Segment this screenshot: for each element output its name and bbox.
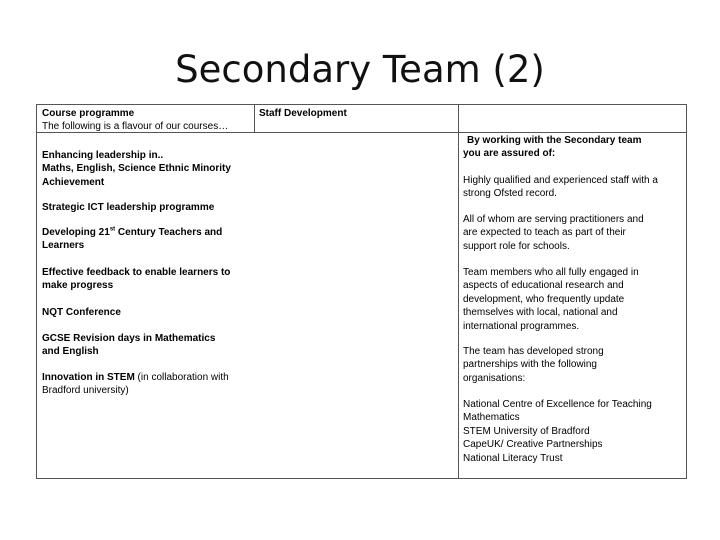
assurance-p2-line2: are expected to teach as part of their xyxy=(463,227,626,239)
course-feedback-line1: Effective feedback to enable learners to xyxy=(42,267,231,278)
course-stem-bold: Innovation in STEM xyxy=(42,372,135,383)
assurance-p3-line2: aspects of educational research and xyxy=(463,280,624,292)
course-gcse-revision xyxy=(42,332,254,359)
staff-development-heading: Staff Development xyxy=(259,108,347,119)
course-stem-line2: Bradford university) xyxy=(42,385,129,397)
partner-org-2: Mathematics xyxy=(463,412,520,424)
assurance-p1-line1: Highly qualified and experienced staff with a xyxy=(463,175,658,186)
course-programme-subheading: The following is a flavour of our courses… xyxy=(42,121,229,132)
assurance-intro-line1: By working with the Secondary team xyxy=(467,135,642,146)
partner-org-5: National Literacy Trust xyxy=(463,452,563,464)
course-enhancing-leadership xyxy=(42,149,254,189)
course-developing-sup: st xyxy=(109,226,116,233)
assurance-p3-line3: development, who frequently update xyxy=(463,293,625,305)
course-gcse-line1: GCSE Revision days in Mathematics xyxy=(42,333,216,344)
assurance-p3-line4: themselves with local, national and xyxy=(463,307,618,319)
course-innovation-stem xyxy=(42,371,254,398)
assurance-p2-line3: support role for schools. xyxy=(463,240,570,252)
course-programme-heading: Course programme xyxy=(42,108,135,119)
course-feedback-line2: make progress xyxy=(42,280,114,292)
partner-organisations-list xyxy=(463,398,687,465)
assurance-research-engaged xyxy=(463,266,687,333)
assurance-partnerships xyxy=(463,345,687,385)
assurance-p1-line2: strong Ofsted record. xyxy=(463,188,557,200)
column-divider-2 xyxy=(458,105,459,479)
course-gcse-line2: and English xyxy=(42,346,99,358)
assurance-p4-line3: organisations: xyxy=(463,372,526,384)
content-table xyxy=(36,104,687,479)
assurance-intro xyxy=(463,134,687,161)
course-enhancing-line3: Achievement xyxy=(42,176,105,188)
assurance-serving-practitioners xyxy=(463,213,687,253)
course-enhancing-line1: Enhancing leadership in.. xyxy=(42,150,164,161)
assurance-intro-line2: you are assured of: xyxy=(463,148,556,160)
partner-org-4: CapeUK/ Creative Partnerships xyxy=(463,439,603,451)
course-stem-rest: (in collaboration with xyxy=(134,372,229,383)
assurance-p3-line1: Team members who all fully engaged in xyxy=(463,267,639,278)
partner-org-1: National Centre of Excellence for Teaching xyxy=(463,399,652,410)
slide-title: Secondary Team (2) xyxy=(175,48,545,91)
course-developing-post: Century Teachers and xyxy=(115,227,223,238)
assurance-p4-line2: partnerships with the following xyxy=(463,359,597,371)
assurance-p3-line5: international programmes. xyxy=(463,320,580,332)
course-effective-feedback xyxy=(42,266,254,293)
assurance-p4-line1: The team has developed strong xyxy=(463,346,604,357)
course-enhancing-line2: Maths, English, Science Ethnic Minority xyxy=(42,163,231,175)
course-developing-pre: Developing 21 xyxy=(42,227,110,238)
course-developing-21st-century xyxy=(42,226,254,253)
column-divider-1 xyxy=(254,105,255,133)
partner-org-3: STEM University of Bradford xyxy=(463,425,590,437)
course-nqt-conference: NQT Conference xyxy=(42,307,121,318)
assurance-p2-line1: All of whom are serving practitioners and xyxy=(463,214,644,225)
assurance-qualified-staff xyxy=(463,174,687,201)
course-developing-line2: Learners xyxy=(42,240,85,252)
course-strategic-ict: Strategic ICT leadership programme xyxy=(42,202,215,213)
